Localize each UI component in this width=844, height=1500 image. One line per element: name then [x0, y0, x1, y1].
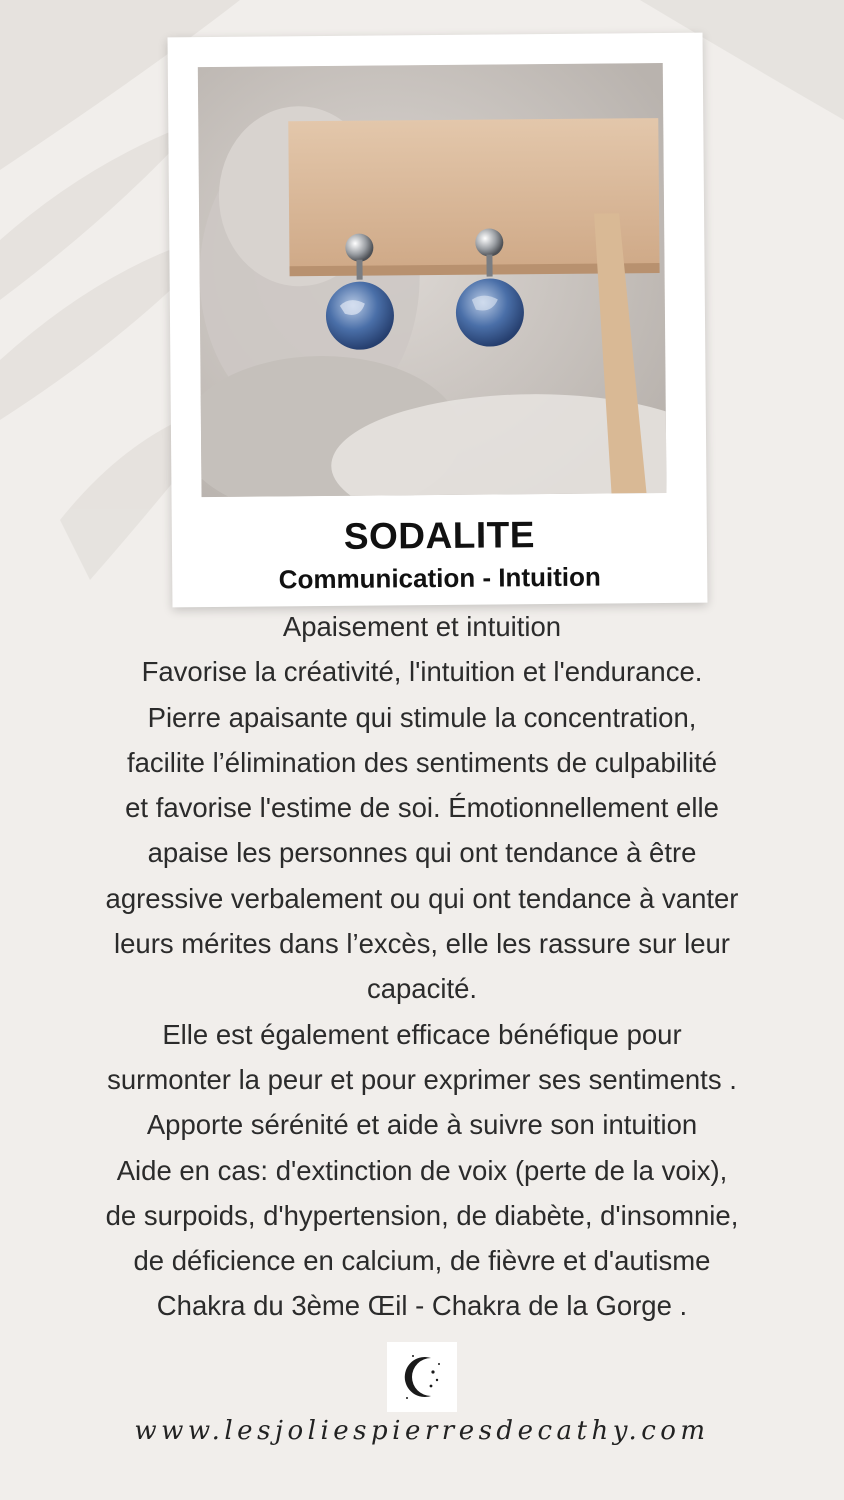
description-line: Apporte sérénité et aide à suivre son intuition — [146, 1109, 698, 1141]
description-text — [20, 604, 824, 1329]
description-line: Apaisement et intuition — [282, 611, 562, 642]
description-line: Pierre apaisante qui stimule la concentration, — [147, 701, 697, 733]
description-line: facilite l’élimination des sentiments de culpabilité — [126, 746, 718, 778]
product-photo — [198, 63, 667, 497]
description-line: Aide en cas: d'extinction de voix (perte de la voix), — [116, 1154, 728, 1186]
description-line: agressive verbalement ou qui ont tendance à vanter — [105, 882, 739, 914]
description-line: Favorise la créativité, l'intuition et l'endurance. — [141, 656, 703, 688]
stone-title: SODALITE — [343, 514, 536, 557]
crescent-moon-stars-icon — [387, 1342, 457, 1412]
description-line: de surpoids, d'hypertension, de diabète, d'insomnie, — [105, 1199, 739, 1231]
description-line: et favorise l'estime de soi. Émotionnellement elle — [125, 792, 719, 824]
description-line: capacité. — [366, 973, 478, 1005]
polaroid-card — [168, 33, 708, 608]
brand-logo — [387, 1342, 457, 1412]
description-line: Chakra du 3ème Œil - Chakra de la Gorge . — [156, 1290, 688, 1322]
description-line: Elle est également efficace bénéfique pour — [162, 1018, 682, 1050]
website-link[interactable]: www.lesjoliespierresdecathy.com — [134, 1416, 710, 1446]
description-line: surmonter la peur et pour exprimer ses sentiments . — [107, 1063, 737, 1095]
description-line: de déficience en calcium, de fièvre et d'autisme — [133, 1245, 711, 1277]
description-line: leurs mérites dans l’excès, elle les rassure sur leur — [114, 928, 730, 960]
description-line: apaise les personnes qui ont tendance à être — [147, 837, 697, 869]
stone-subtitle: Communication - Intuition — [278, 561, 601, 595]
earrings-photo-illustration — [198, 63, 667, 497]
